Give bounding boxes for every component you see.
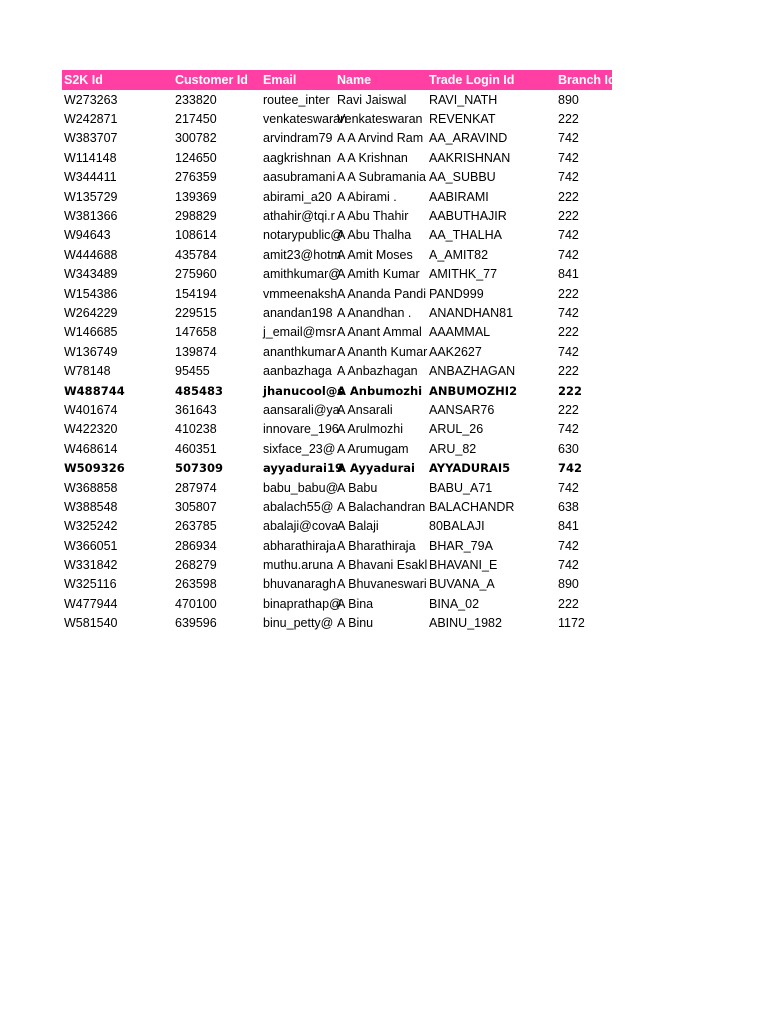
cell-trade-login-id[interactable]: REVENKAT bbox=[429, 112, 496, 127]
cell-s2k-id[interactable]: W388548 bbox=[64, 499, 118, 514]
cell-email[interactable]: j_email@msr bbox=[263, 325, 337, 340]
cell-email[interactable]: vmmeenaksh bbox=[263, 286, 338, 301]
cell-s2k-id[interactable]: W401674 bbox=[64, 402, 118, 417]
cell-name[interactable]: A A Krishnan bbox=[337, 150, 408, 165]
table-row bbox=[62, 361, 612, 380]
table-row bbox=[62, 381, 612, 400]
table-row bbox=[62, 458, 612, 477]
cell-trade-login-id[interactable]: A_AMIT82 bbox=[429, 247, 489, 262]
cell-trade-login-id[interactable]: AA_ARAVIND bbox=[429, 131, 508, 146]
cell-trade-login-id[interactable]: ARU_82 bbox=[429, 441, 477, 456]
header-s2k-id[interactable]: S2K Id bbox=[64, 73, 103, 87]
cell-s2k-id[interactable]: W273263 bbox=[64, 92, 118, 107]
cell-name[interactable]: A Abu Thahir bbox=[337, 209, 409, 224]
table-row bbox=[62, 284, 612, 303]
cell-s2k-id[interactable]: W477944 bbox=[64, 596, 118, 611]
cell-name[interactable]: A Anbumozhi bbox=[337, 383, 423, 398]
cell-customer-id[interactable]: 147658 bbox=[175, 325, 217, 340]
cell-name[interactable]: A Anandhan . bbox=[337, 305, 412, 320]
cell-email[interactable]: amit23@hotm bbox=[263, 247, 341, 262]
cell-email[interactable]: jhanucool@s bbox=[263, 383, 345, 398]
cell-s2k-id[interactable]: W581540 bbox=[64, 616, 118, 631]
cell-branch-id[interactable]: 841 bbox=[558, 519, 579, 534]
cell-s2k-id[interactable]: W242871 bbox=[64, 112, 118, 127]
table-row bbox=[62, 226, 612, 245]
cell-email[interactable]: abalaji@cova bbox=[263, 519, 339, 534]
table-row bbox=[62, 265, 612, 284]
cell-name[interactable]: A Abu Thalha bbox=[337, 228, 412, 243]
cell-s2k-id[interactable]: W78148 bbox=[64, 364, 111, 379]
cell-name[interactable]: A Ansarali bbox=[337, 402, 393, 417]
cell-trade-login-id[interactable]: ANBAZHAGAN bbox=[429, 364, 516, 379]
cell-trade-login-id[interactable]: BUVANA_A bbox=[429, 577, 495, 592]
cell-customer-id[interactable]: 275960 bbox=[175, 267, 217, 282]
cell-customer-id[interactable]: 108614 bbox=[175, 228, 217, 243]
table-row bbox=[62, 303, 612, 322]
cell-name[interactable]: A Amith Kumar bbox=[337, 267, 420, 282]
cell-customer-id[interactable]: 263598 bbox=[175, 577, 217, 592]
cell-trade-login-id[interactable]: AA_SUBBU bbox=[429, 170, 496, 185]
cell-branch-id[interactable]: 222 bbox=[558, 402, 579, 417]
cell-customer-id[interactable]: 139369 bbox=[175, 189, 217, 204]
table-row bbox=[62, 575, 612, 594]
table-row bbox=[62, 206, 612, 225]
table-row bbox=[62, 400, 612, 419]
cell-name[interactable]: A A Subramania bbox=[337, 170, 426, 185]
cell-email[interactable]: aansarali@ya bbox=[263, 402, 340, 417]
cell-s2k-id[interactable]: W488744 bbox=[64, 383, 125, 398]
cell-branch-id[interactable]: 222 bbox=[558, 112, 579, 127]
cell-s2k-id[interactable]: W331842 bbox=[64, 558, 118, 573]
cell-customer-id[interactable]: 217450 bbox=[175, 112, 217, 127]
table-row bbox=[62, 614, 612, 633]
cell-customer-id[interactable]: 470100 bbox=[175, 596, 217, 611]
cell-branch-id[interactable]: 742 bbox=[558, 344, 579, 359]
cell-s2k-id[interactable]: W154386 bbox=[64, 286, 118, 301]
cell-customer-id[interactable]: 305807 bbox=[175, 499, 217, 514]
cell-customer-id[interactable]: 233820 bbox=[175, 92, 217, 107]
cell-trade-login-id[interactable]: AAKRISHNAN bbox=[429, 150, 511, 165]
cell-name[interactable]: Ravi Jaiswal bbox=[337, 92, 407, 107]
cell-branch-id[interactable]: 742 bbox=[558, 538, 579, 553]
cell-name[interactable]: A Abirami . bbox=[337, 189, 397, 204]
cell-customer-id[interactable]: 287974 bbox=[175, 480, 217, 495]
cell-branch-id[interactable]: 222 bbox=[558, 325, 579, 340]
cell-email[interactable]: anandan198 bbox=[263, 305, 333, 320]
cell-name[interactable]: A Bina bbox=[337, 596, 374, 611]
cell-email[interactable]: binu_petty@ bbox=[263, 616, 334, 631]
cell-branch-id[interactable]: 890 bbox=[558, 577, 579, 592]
table-row bbox=[62, 478, 612, 497]
cell-customer-id[interactable]: 507309 bbox=[175, 461, 224, 476]
cell-branch-id[interactable]: 222 bbox=[558, 383, 583, 398]
cell-name[interactable]: A Balaji bbox=[337, 519, 379, 534]
table-row bbox=[62, 342, 612, 361]
cell-name[interactable]: A Amit Moses bbox=[337, 247, 413, 262]
cell-trade-login-id[interactable]: AAAMMAL bbox=[429, 325, 491, 340]
cell-email[interactable]: babu_babu@ bbox=[263, 480, 339, 495]
cell-name[interactable]: A Bhavani Esakl bbox=[337, 558, 428, 573]
cell-customer-id[interactable]: 154194 bbox=[175, 286, 217, 301]
cell-name[interactable]: A Bharathiraja bbox=[337, 538, 416, 553]
cell-email[interactable]: aagkrishnan bbox=[263, 150, 332, 165]
cell-branch-id[interactable]: 890 bbox=[558, 92, 579, 107]
cell-s2k-id[interactable]: W343489 bbox=[64, 267, 118, 282]
cell-customer-id[interactable]: 300782 bbox=[175, 131, 217, 146]
cell-branch-id[interactable]: 222 bbox=[558, 364, 579, 379]
cell-email[interactable]: venkateswaran bbox=[263, 112, 348, 127]
cell-trade-login-id[interactable]: BHAR_79A bbox=[429, 538, 493, 553]
cell-trade-login-id[interactable]: BHAVANI_E bbox=[429, 558, 498, 573]
cell-email[interactable]: innovare_196 bbox=[263, 422, 339, 437]
cell-trade-login-id[interactable]: AABIRAMI bbox=[429, 189, 489, 204]
cell-trade-login-id[interactable]: AMITHK_77 bbox=[429, 267, 498, 282]
cell-customer-id[interactable]: 435784 bbox=[175, 247, 217, 262]
table-row bbox=[62, 129, 612, 148]
cell-customer-id[interactable]: 286934 bbox=[175, 538, 217, 553]
cell-email[interactable]: bhuvanaragh bbox=[263, 577, 336, 592]
cell-branch-id[interactable]: 222 bbox=[558, 286, 579, 301]
cell-name[interactable]: A Ayyadurai bbox=[337, 461, 415, 476]
cell-s2k-id[interactable]: W444688 bbox=[64, 247, 118, 262]
header-trade-login-id[interactable]: Trade Login Id bbox=[429, 73, 515, 87]
cell-s2k-id[interactable]: W325116 bbox=[64, 577, 117, 592]
cell-name[interactable]: A Anbazhagan bbox=[337, 364, 418, 379]
table-row bbox=[62, 148, 612, 167]
cell-trade-login-id[interactable]: AYYADURAI5 bbox=[429, 461, 511, 476]
header-branch-id[interactable]: Branch Id bbox=[558, 73, 616, 87]
cell-name[interactable]: A Arumugam bbox=[337, 441, 409, 456]
cell-branch-id[interactable]: 742 bbox=[558, 558, 579, 573]
cell-s2k-id[interactable]: W422320 bbox=[64, 422, 118, 437]
table-row bbox=[62, 439, 612, 458]
table-row bbox=[62, 245, 612, 264]
cell-name[interactable]: A Binu bbox=[337, 616, 374, 631]
cell-email[interactable]: routee_inter bbox=[263, 92, 330, 107]
cell-branch-id[interactable]: 742 bbox=[558, 131, 579, 146]
cell-s2k-id[interactable]: W114148 bbox=[64, 150, 117, 165]
cell-s2k-id[interactable]: W368858 bbox=[64, 480, 118, 495]
cell-s2k-id[interactable]: W381366 bbox=[64, 209, 118, 224]
cell-trade-login-id[interactable]: RAVI_NATH bbox=[429, 92, 498, 107]
table-row bbox=[62, 109, 612, 128]
cell-trade-login-id[interactable]: ARUL_26 bbox=[429, 422, 484, 437]
header-name[interactable]: Name bbox=[337, 73, 372, 87]
cell-branch-id[interactable]: 841 bbox=[558, 267, 579, 282]
cell-s2k-id[interactable]: W135729 bbox=[64, 189, 118, 204]
cell-trade-login-id[interactable]: BINA_02 bbox=[429, 596, 480, 611]
cell-customer-id[interactable]: 639596 bbox=[175, 616, 217, 631]
cell-branch-id[interactable]: 742 bbox=[558, 480, 579, 495]
cell-branch-id[interactable]: 638 bbox=[558, 499, 579, 514]
cell-name[interactable]: A A Arvind Ram bbox=[337, 131, 424, 146]
cell-customer-id[interactable]: 124650 bbox=[175, 150, 217, 165]
cell-s2k-id[interactable]: W325242 bbox=[64, 519, 118, 534]
spreadsheet-table bbox=[62, 70, 616, 633]
table-row bbox=[62, 555, 612, 574]
table-row bbox=[62, 420, 612, 439]
cell-s2k-id[interactable]: W366051 bbox=[64, 538, 118, 553]
cell-email[interactable]: aasubramani bbox=[263, 170, 336, 185]
cell-customer-id[interactable]: 276359 bbox=[175, 170, 217, 185]
cell-customer-id[interactable]: 95455 bbox=[175, 364, 210, 379]
cell-branch-id[interactable]: 630 bbox=[558, 441, 579, 456]
cell-branch-id[interactable]: 222 bbox=[558, 596, 579, 611]
cell-email[interactable]: binaprathap@ bbox=[263, 596, 342, 611]
cell-customer-id[interactable]: 485483 bbox=[175, 383, 224, 398]
cell-name[interactable]: A Bhuvaneswari bbox=[337, 577, 427, 592]
cell-s2k-id[interactable]: W344411 bbox=[64, 170, 117, 185]
cell-trade-login-id[interactable]: BALACHANDR bbox=[429, 499, 515, 514]
cell-trade-login-id[interactable]: ABINU_1982 bbox=[429, 616, 502, 631]
cell-branch-id[interactable]: 742 bbox=[558, 305, 579, 320]
cell-customer-id[interactable]: 268279 bbox=[175, 558, 217, 573]
cell-s2k-id[interactable]: W94643 bbox=[64, 228, 111, 243]
cell-email[interactable]: abirami_a20 bbox=[263, 189, 332, 204]
cell-email[interactable]: amithkumar@ bbox=[263, 267, 341, 282]
cell-name[interactable]: A Ananda Pandi bbox=[337, 286, 426, 301]
table-row bbox=[62, 497, 612, 516]
cell-name[interactable]: A Balachandran bbox=[337, 499, 426, 514]
cell-email[interactable]: muthu.aruna bbox=[263, 558, 334, 573]
cell-branch-id[interactable]: 742 bbox=[558, 461, 583, 476]
cell-branch-id[interactable]: 742 bbox=[558, 170, 579, 185]
table-row bbox=[62, 323, 612, 342]
cell-trade-login-id[interactable]: ANANDHAN81 bbox=[429, 305, 514, 320]
cell-trade-login-id[interactable]: AABUTHAJIR bbox=[429, 209, 507, 224]
cell-s2k-id[interactable]: W468614 bbox=[64, 441, 118, 456]
cell-trade-login-id[interactable]: AANSAR76 bbox=[429, 402, 495, 417]
cell-email[interactable]: sixface_23@ bbox=[263, 441, 336, 456]
cell-s2k-id[interactable]: W383707 bbox=[64, 131, 118, 146]
cell-name[interactable]: A Anant Ammal bbox=[337, 325, 422, 340]
cell-email[interactable]: notarypublic@ bbox=[263, 228, 344, 243]
table-row bbox=[62, 187, 612, 206]
table-row bbox=[62, 594, 612, 613]
cell-email[interactable]: arvindram79 bbox=[263, 131, 333, 146]
header-email[interactable]: Email bbox=[263, 73, 297, 87]
cell-customer-id[interactable]: 298829 bbox=[175, 209, 217, 224]
cell-trade-login-id[interactable]: AA_THALHA bbox=[429, 228, 502, 243]
cell-customer-id[interactable]: 361643 bbox=[175, 402, 217, 417]
cell-name[interactable]: Venkateswaran bbox=[337, 112, 423, 127]
cell-trade-login-id[interactable]: 80BALAJI bbox=[429, 519, 485, 534]
table-row bbox=[62, 168, 612, 187]
cell-name[interactable]: A Ananth Kumar bbox=[337, 344, 428, 359]
cell-s2k-id[interactable]: W146685 bbox=[64, 325, 118, 340]
cell-branch-id[interactable]: 222 bbox=[558, 189, 579, 204]
cell-branch-id[interactable]: 742 bbox=[558, 150, 579, 165]
cell-email[interactable]: ayyadurai19 bbox=[263, 461, 343, 476]
header-row bbox=[62, 70, 616, 90]
cell-trade-login-id[interactable]: PAND999 bbox=[429, 286, 484, 301]
cell-customer-id[interactable]: 263785 bbox=[175, 519, 217, 534]
cell-trade-login-id[interactable]: ANBUMOZHI2 bbox=[429, 383, 518, 398]
table-row bbox=[62, 90, 612, 109]
cell-email[interactable]: abharathiraja bbox=[263, 538, 336, 553]
cell-name[interactable]: A Babu bbox=[337, 480, 378, 495]
cell-email[interactable]: ananthkumar bbox=[263, 344, 336, 359]
cell-s2k-id[interactable]: W136749 bbox=[64, 344, 118, 359]
cell-email[interactable]: athahir@tqi.r bbox=[263, 209, 335, 224]
cell-branch-id[interactable]: 742 bbox=[558, 422, 579, 437]
cell-branch-id[interactable]: 222 bbox=[558, 209, 579, 224]
header-customer-id[interactable]: Customer Id bbox=[175, 73, 248, 87]
cell-customer-id[interactable]: 229515 bbox=[175, 305, 217, 320]
table-row bbox=[62, 536, 612, 555]
cell-trade-login-id[interactable]: BABU_A71 bbox=[429, 480, 493, 495]
cell-branch-id[interactable]: 742 bbox=[558, 228, 579, 243]
cell-trade-login-id[interactable]: AAK2627 bbox=[429, 344, 482, 359]
table-body bbox=[62, 90, 612, 633]
cell-branch-id[interactable]: 742 bbox=[558, 247, 579, 262]
cell-s2k-id[interactable]: W264229 bbox=[64, 305, 118, 320]
cell-customer-id[interactable]: 460351 bbox=[175, 441, 217, 456]
cell-email[interactable]: aanbazhaga bbox=[263, 364, 332, 379]
cell-s2k-id[interactable]: W509326 bbox=[64, 461, 125, 476]
table-row bbox=[62, 517, 612, 536]
cell-name[interactable]: A Arulmozhi bbox=[337, 422, 404, 437]
cell-email[interactable]: abalach55@ bbox=[263, 499, 334, 514]
cell-branch-id[interactable]: 1172 bbox=[558, 616, 585, 631]
cell-customer-id[interactable]: 410238 bbox=[175, 422, 217, 437]
cell-customer-id[interactable]: 139874 bbox=[175, 344, 217, 359]
